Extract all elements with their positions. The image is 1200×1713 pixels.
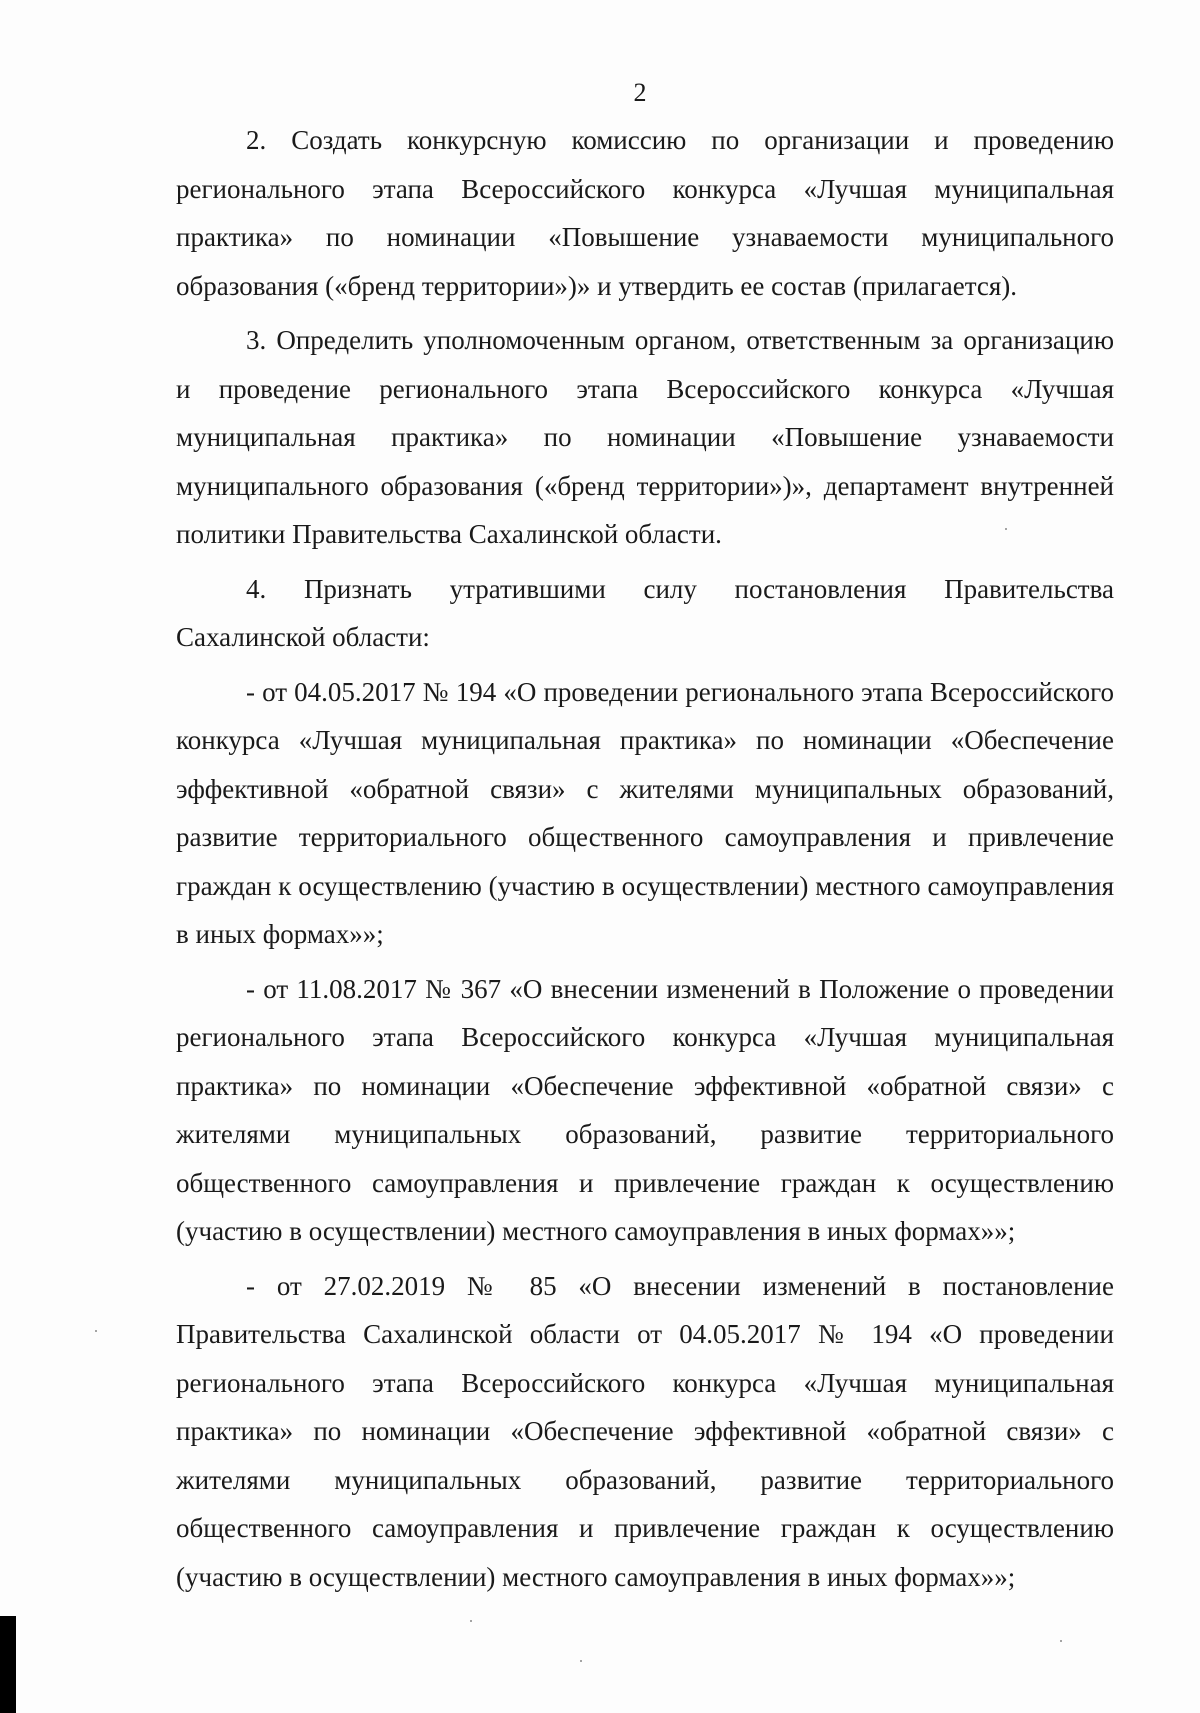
scan-speck [470, 1620, 472, 1622]
scan-edge-mark [0, 1616, 16, 1713]
scan-speck [580, 1660, 582, 1662]
list-item-resolution-85: - от 27.02.2019 № 85 «О внесении изменений в постановление Правительства Сахалинской области от 04.05.2017 № 194 «О проведении регионального этапа Всероссийского конкурса «Лучшая муниципальная практика» по номинации «Обеспечение эффективной «обратной связи» с жителями муниципальных образований, развитие территориального общественного самоуправления и привлечение граждан к осуществлению (участию в осуществлении) местного самоуправления в иных формах»»; [176, 1270, 1114, 1592]
paragraph-item-3: 3. Определить уполномоченным органом, ответственным за организацию и проведение регионального этапа Всероссийского конкурса «Лучшая муниципальная практика» по номинации «Повышение узнаваемости муниципального образования («бренд территории»)», департамент внутренней политики Правительства Сахалинской области. [176, 325, 1114, 549]
paragraph-item-4: 4. Признать утратившими силу постановления Правительства Сахалинской области: [176, 573, 1114, 652]
scan-speck [95, 1330, 97, 1332]
page-number: 2 [633, 78, 647, 107]
list-item-resolution-367: - от 11.08.2017 № 367 «О внесении изменений в Положение о проведении регионального этапа Всероссийского конкурса «Лучшая муниципальная практика» по номинации «Обеспечение эффективной «обратной связи» с жителями муниципальных образований, развитие территориального общественного самоуправления и привлечение граждан к осуществлению (участию в осуществлении) местного самоуправления в иных формах»»; [176, 973, 1114, 1246]
document-body [176, 116, 1114, 1607]
list-item-resolution-194: - от 04.05.2017 № 194 «О проведении регионального этапа Всероссийского конкурса «Лучшая муниципальная практика» по номинации «Обеспечение эффективной «обратной связи» с жителями муниципальных образований, развитие территориального общественного самоуправления и привлечение граждан к осуществлению (участию в осуществлении) местного самоуправления в иных формах»»; [176, 676, 1114, 949]
scan-speck [1060, 1640, 1062, 1642]
paragraph-item-2: 2. Создать конкурсную комиссию по организации и проведению регионального этапа Всероссийского конкурса «Лучшая муниципальная практика» по номинации «Повышение узнаваемости муниципального образования («бренд территории»)» и утвердить ее состав (прилагается). [176, 125, 1114, 301]
scan-speck [1005, 528, 1007, 530]
